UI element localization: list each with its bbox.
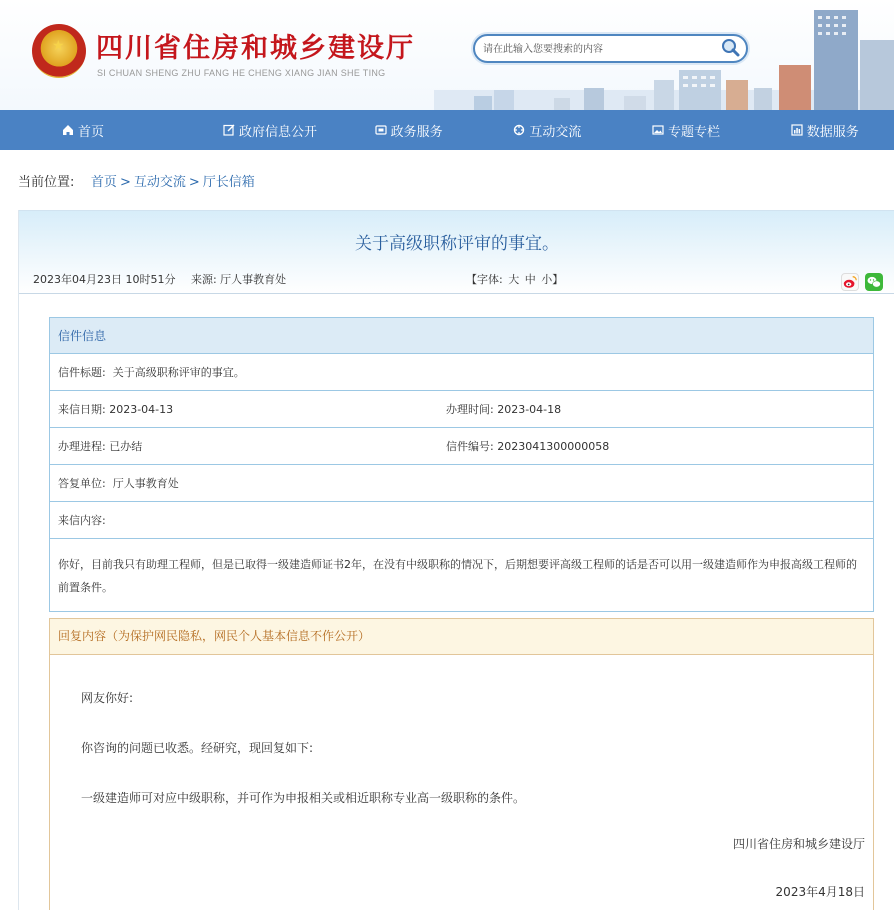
- progress-value: 已办结: [109, 440, 143, 453]
- reply-header: 回复内容（为保护网民隐私，网民个人基本信息不作公开）: [50, 619, 873, 655]
- font-size-label: 【字体:: [466, 273, 503, 286]
- nav-item-interaction[interactable]: [478, 110, 617, 150]
- interaction-icon: [513, 124, 525, 136]
- letter-number-value: 2023041300000058: [497, 440, 610, 453]
- letter-title-cell: [50, 364, 873, 380]
- nav-item-label: 政府信息公开: [239, 124, 318, 140]
- article-title: 关于高级职称评审的事宜。: [355, 234, 559, 254]
- nav-item-gov-service[interactable]: [339, 110, 478, 150]
- letter-date-value: 2023-04-13: [109, 403, 174, 416]
- reply-paragraph-2: 一级建造师可对应中级职称，并可作为申报相关或相近职称专业高一级职称的条件。: [81, 791, 526, 805]
- letter-content-label: 来信内容:: [58, 514, 106, 527]
- progress-label: 办理进程:: [58, 440, 106, 453]
- site-subtitle: SI CHUAN SHENG ZHU FANG HE CHENG XIANG JIAN SHE TING: [97, 68, 386, 78]
- weibo-share-icon[interactable]: [841, 273, 859, 291]
- letter-dates-row: [50, 391, 873, 428]
- nav-item-label: 数据服务: [806, 124, 859, 140]
- nav-item-label: 专题专栏: [668, 124, 721, 140]
- breadcrumb-separator: >: [119, 175, 131, 190]
- font-size-small-link[interactable]: 小】: [541, 273, 564, 286]
- header-divider: [19, 293, 894, 294]
- site-header: [0, 0, 894, 110]
- letter-info-header: 信件信息: [50, 318, 873, 354]
- reply-signature: 四川省住房和城乡建设厅: [732, 837, 865, 851]
- progress-cell: [50, 438, 438, 454]
- reply-box: [49, 618, 874, 910]
- handle-time-value: 2023-04-18: [497, 403, 562, 416]
- breadcrumb-separator: >: [188, 175, 200, 190]
- image-icon: [652, 124, 664, 136]
- reply-greeting: 网友你好:: [81, 691, 134, 705]
- breadcrumb-link-mailbox[interactable]: 厅长信箱: [202, 175, 255, 190]
- breadcrumb: [18, 171, 255, 190]
- article-header: [19, 210, 894, 294]
- letter-title-value: 关于高级职称评审的事宜。: [112, 366, 245, 379]
- font-size-medium-link[interactable]: 中: [524, 273, 536, 286]
- wechat-share-icon[interactable]: [865, 273, 883, 291]
- letter-info-table: [49, 317, 874, 612]
- reply-paragraph-1: 你咨询的问题已收悉。经研究，现回复如下:: [81, 741, 314, 755]
- article-meta: [33, 271, 298, 287]
- handle-time-label: 办理时间:: [446, 403, 494, 416]
- nav-item-label: 互动交流: [529, 124, 582, 140]
- breadcrumb-link-home[interactable]: 首页: [90, 175, 117, 190]
- reply-unit-cell: [50, 475, 873, 491]
- letter-date-label: 来信日期:: [58, 403, 106, 416]
- letter-date-cell: [50, 401, 438, 417]
- letter-number-cell: [438, 438, 873, 454]
- service-icon: [375, 124, 387, 136]
- font-size-large-link[interactable]: 大: [508, 273, 520, 286]
- share-buttons: [841, 273, 883, 291]
- reply-date: 2023年4月18日: [775, 885, 865, 899]
- letter-content-label-row: [50, 502, 873, 539]
- nav-item-home[interactable]: [0, 110, 201, 150]
- article-container: [18, 210, 894, 910]
- font-size-switcher: [466, 271, 563, 287]
- national-emblem-logo: ★: [32, 24, 86, 78]
- breadcrumb-link-interaction[interactable]: 互动交流: [133, 175, 186, 190]
- edit-icon: [223, 124, 235, 136]
- city-skyline-decoration: [434, 10, 894, 110]
- nav-item-gov-info[interactable]: [201, 110, 340, 150]
- reply-unit-row: [50, 465, 873, 502]
- breadcrumb-prefix: 当前位置:: [18, 175, 75, 190]
- letter-title-label: 信件标题:: [58, 366, 106, 379]
- article-date: 2023年04月23日 10时51分: [33, 273, 176, 286]
- nav-item-special-topics[interactable]: [617, 110, 756, 150]
- article-source: 来源: 厅人事教育处: [190, 273, 287, 286]
- nav-item-label: 首页: [78, 124, 105, 140]
- nav-item-label: 政务服务: [390, 124, 443, 140]
- letter-title-row: [50, 354, 873, 391]
- reply-unit-value: 厅人事教育处: [112, 477, 179, 490]
- letter-progress-row: [50, 428, 873, 465]
- home-icon: [62, 124, 74, 136]
- site-title[interactable]: 四川省住房和城乡建设厅: [96, 33, 415, 64]
- reply-unit-label: 答复单位:: [58, 477, 106, 490]
- main-nav: [0, 110, 894, 150]
- letter-number-label: 信件编号:: [446, 440, 494, 453]
- handle-time-cell: [438, 401, 873, 417]
- nav-item-data-service[interactable]: [755, 110, 894, 150]
- data-icon: [791, 124, 803, 136]
- letter-content: 你好，目前我只有助理工程师，但是已取得一级建造师证书2年，在没有中级职称的情况下，后期想要评高级工程师的话是否可以用一级建造师作为申报高级工程师的前置条件。: [58, 558, 857, 594]
